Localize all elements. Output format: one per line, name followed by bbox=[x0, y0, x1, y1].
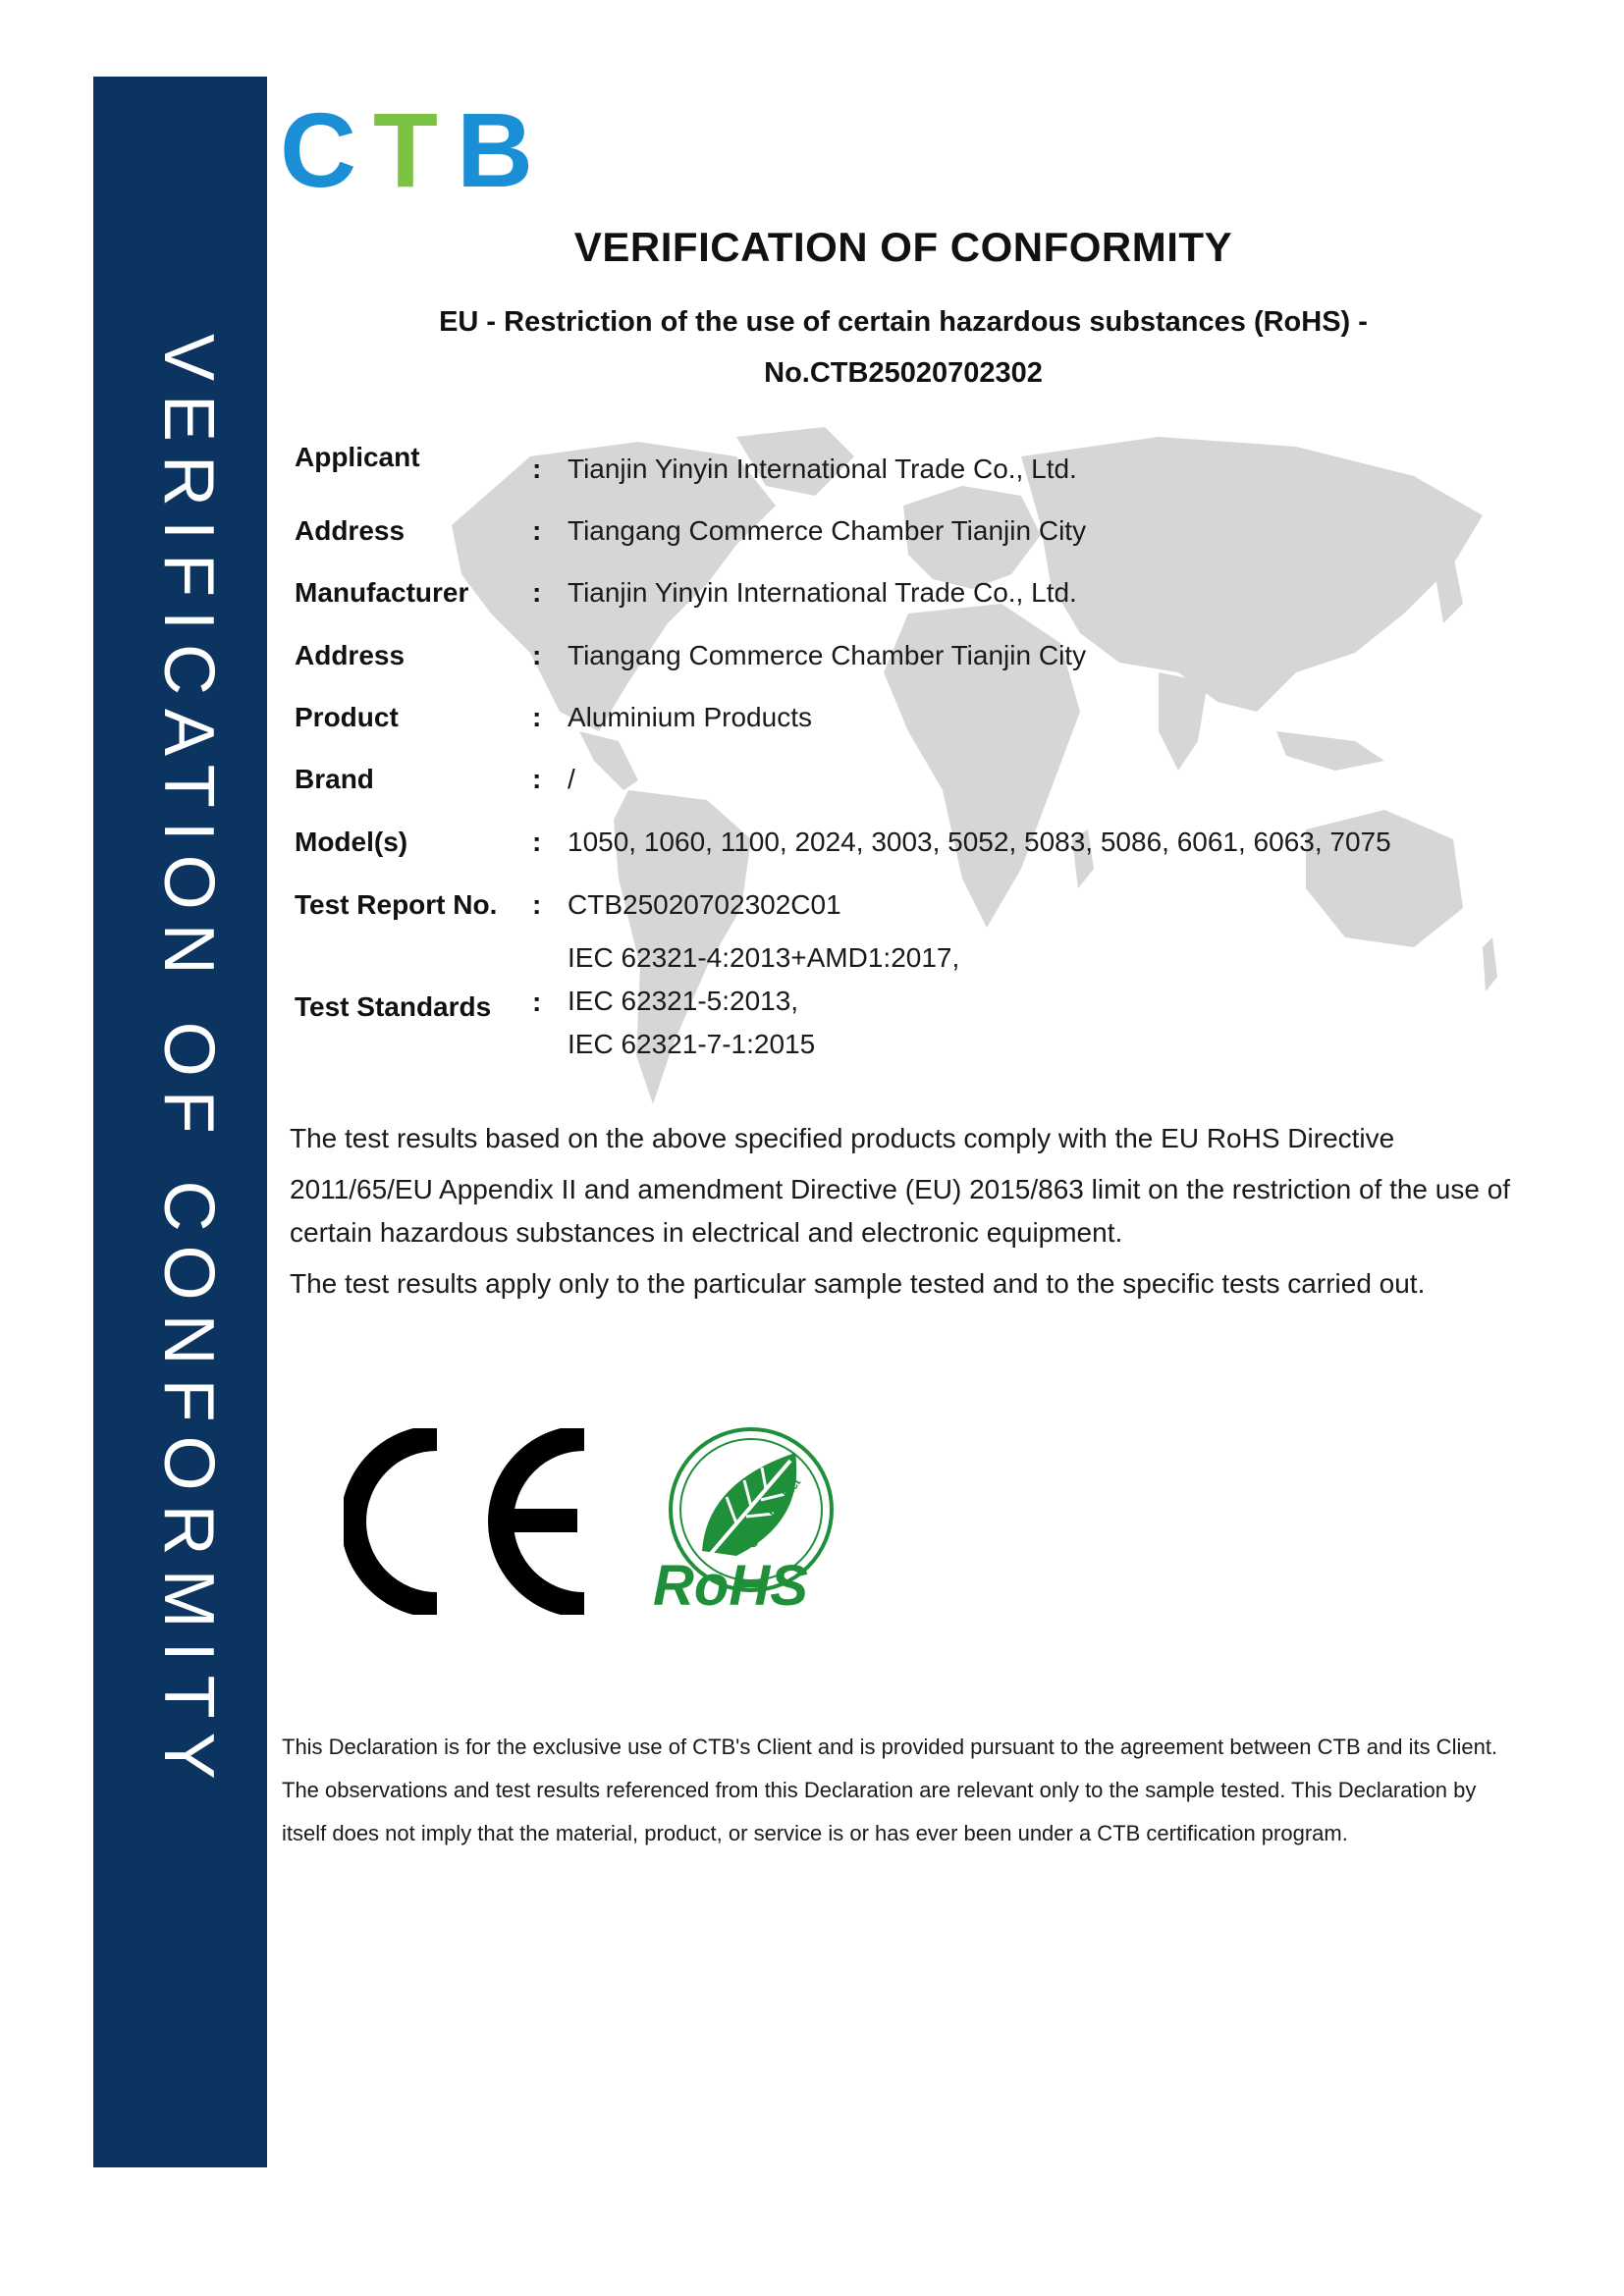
certificate-number: No.CTB25020702302 bbox=[764, 357, 1043, 389]
test-standard-item: IEC 62321-5:2013, bbox=[568, 986, 799, 1016]
product-label: Product bbox=[295, 702, 399, 732]
separator-colon: : bbox=[532, 702, 542, 732]
logo-letter-c: C bbox=[280, 98, 356, 196]
separator-colon: : bbox=[532, 515, 542, 546]
test-report-value: CTB25020702302C01 bbox=[568, 889, 841, 920]
applicant-value: Tianjin Yinyin International Trade Co., Ltd. bbox=[568, 454, 1077, 484]
separator-colon: : bbox=[532, 454, 542, 484]
ctb-logo bbox=[280, 98, 550, 196]
compliance-line: The test results based on the above specified products comply with the EU RoHS Directive bbox=[290, 1123, 1395, 1153]
test-standard-item: IEC 62321-4:2013+AMD1:2017, bbox=[568, 942, 960, 973]
applicant-address-value: Tiangang Commerce Chamber Tianjin City bbox=[568, 515, 1087, 546]
test-standards-label: Test Standards bbox=[295, 991, 492, 1022]
declaration-line: The observations and test results referenced from this Declaration are relevant only to the sample tested. This Declaration by bbox=[282, 1778, 1477, 1802]
separator-colon: : bbox=[532, 827, 542, 857]
models-label: Model(s) bbox=[295, 827, 408, 857]
product-value: Aluminium Products bbox=[568, 702, 812, 732]
separator-colon: : bbox=[532, 764, 542, 794]
brand-value: / bbox=[568, 764, 575, 794]
test-standard-item: IEC 62321-7-1:2015 bbox=[568, 1029, 816, 1059]
scope-statement: The test results apply only to the particular sample tested and to the specific tests carried out. bbox=[290, 1268, 1426, 1299]
manufacturer-address-label: Address bbox=[295, 640, 406, 670]
separator-colon: : bbox=[532, 987, 542, 1017]
declaration-line: This Declaration is for the exclusive use of CTB's Client and is provided pursuant to the agreement between CTB and its Client. bbox=[282, 1735, 1498, 1759]
subtitle-line-1: EU - Restriction of the use of certain hazardous substances (RoHS) - bbox=[439, 306, 1368, 338]
logo-letter-t: T bbox=[373, 98, 438, 196]
declaration-line: itself does not imply that the material, product, or service is or has ever been under a CTB certification program. bbox=[282, 1821, 1348, 1845]
compliance-line: 2011/65/EU Appendix II and amendment Directive (EU) 2015/863 limit on the restriction of the use of bbox=[290, 1174, 1511, 1204]
rohs-green-product-text: Green Product bbox=[744, 1475, 804, 1551]
sidebar-vertical-title: VERIFICATION OF CONFORMITY bbox=[149, 334, 228, 1793]
manufacturer-label: Manufacturer bbox=[295, 577, 469, 608]
logo-letter-b: B bbox=[457, 98, 533, 196]
rohs-mark bbox=[648, 1423, 844, 1615]
document-title: VERIFICATION OF CONFORMITY bbox=[573, 224, 1233, 270]
manufacturer-address-value: Tiangang Commerce Chamber Tianjin City bbox=[568, 640, 1087, 670]
models-value: 1050, 1060, 1100, 2024, 3003, 5052, 5083, 5086, 6061, 6063, 7075 bbox=[568, 827, 1391, 857]
manufacturer-value: Tianjin Yinyin International Trade Co., Ltd. bbox=[568, 577, 1077, 608]
test-report-label: Test Report No. bbox=[295, 889, 498, 920]
ce-mark bbox=[344, 1428, 599, 1615]
applicant-address-label: Address bbox=[295, 515, 406, 546]
compliance-line: certain hazardous substances in electrical and electronic equipment. bbox=[290, 1217, 1123, 1248]
separator-colon: : bbox=[532, 577, 542, 608]
brand-label: Brand bbox=[295, 764, 374, 794]
separator-colon: : bbox=[532, 889, 542, 920]
rohs-text: RoHS bbox=[653, 1554, 808, 1615]
separator-colon: : bbox=[532, 640, 542, 670]
applicant-label: Applicant bbox=[295, 442, 420, 472]
